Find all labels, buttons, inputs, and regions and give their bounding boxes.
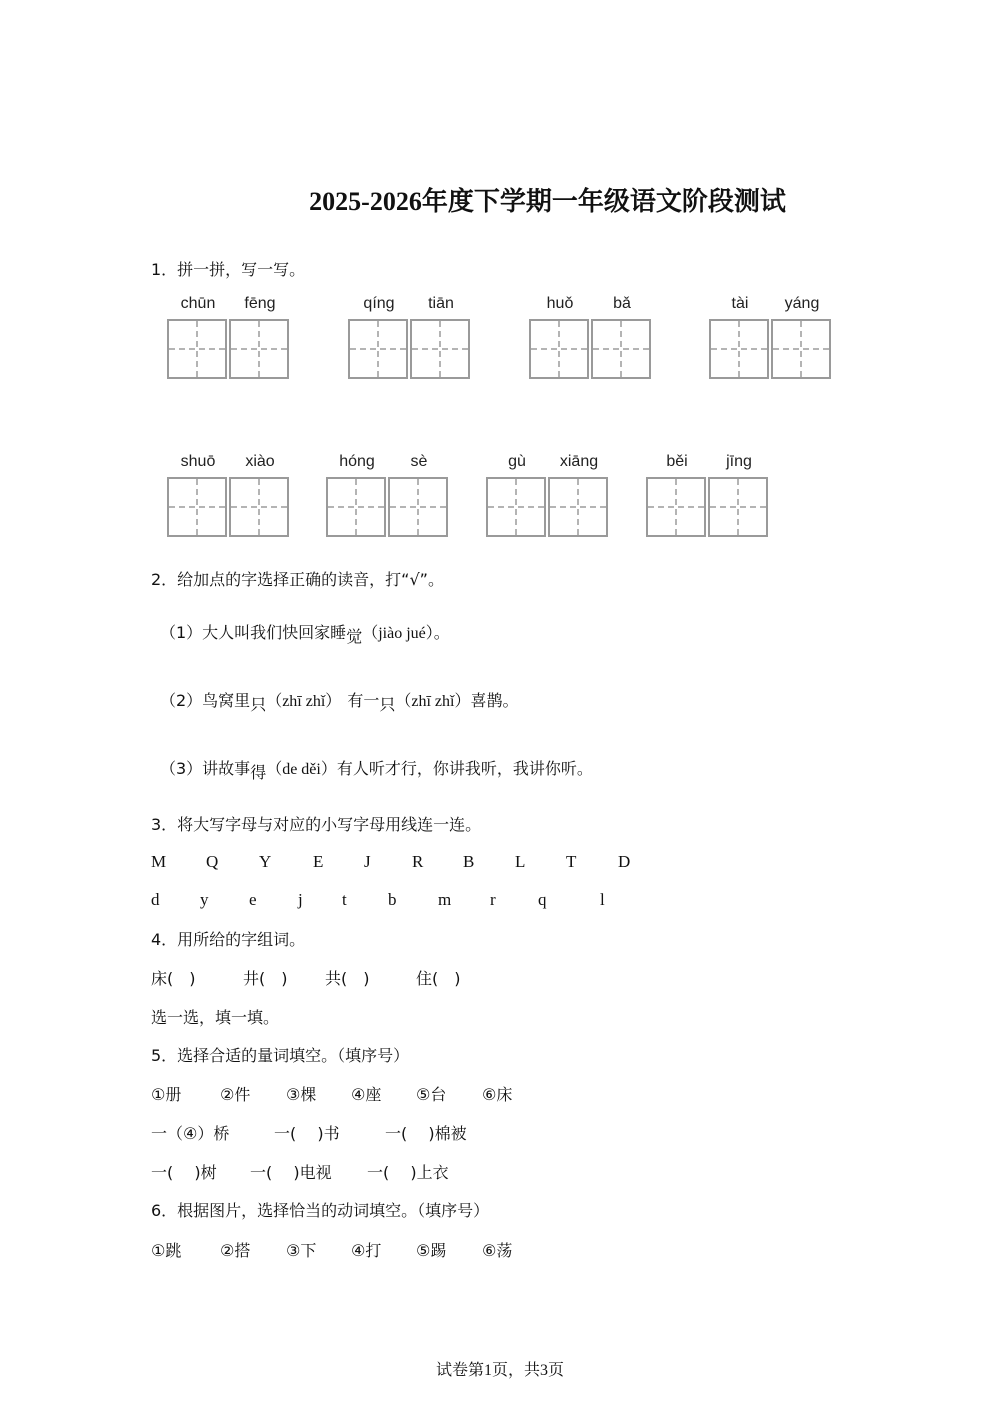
lowercase-letter[interactable]: q: [538, 890, 547, 909]
pinyin-label: chūn: [180, 295, 216, 312]
lowercase-letter[interactable]: m: [438, 890, 452, 909]
lowercase-letter[interactable]: t: [342, 890, 347, 909]
uppercase-letter[interactable]: Y: [259, 852, 272, 871]
pinyin-label: shuō: [180, 453, 216, 470]
q2-item-1-options: （jiào jué）: [362, 625, 434, 642]
writing-box[interactable]: [167, 319, 227, 379]
writing-box[interactable]: [388, 477, 448, 537]
writing-box[interactable]: [591, 319, 651, 379]
q2-item-3-options: （de děi）: [266, 761, 337, 778]
page-title: 2025-2026年度下学期一年级语文阶段测试: [309, 187, 786, 216]
q6-option: ⑤踢: [416, 1241, 447, 1260]
q5-prompt: 5．选择合适的量词填空。（填序号）: [151, 1046, 410, 1065]
pinyin-label: jīng: [726, 453, 752, 470]
pinyin-label: běi: [666, 453, 688, 470]
writing-box[interactable]: [229, 477, 289, 537]
writing-box[interactable]: [348, 319, 408, 379]
section-note: 选一选，填一填。: [151, 1008, 280, 1027]
uppercase-letter[interactable]: L: [515, 852, 526, 871]
q2-item-3-dotted-char: 得: [250, 763, 267, 782]
q4-item: 共( ): [325, 969, 370, 988]
q2-item-1-dotted-char: 觉: [346, 627, 363, 646]
writing-box[interactable]: [771, 319, 831, 379]
uppercase-letter[interactable]: M: [151, 852, 167, 871]
q6-prompt: 6．根据图片，选择恰当的动词填空。（填序号）: [151, 1201, 490, 1220]
q4-item: 住( ): [416, 969, 461, 988]
writing-box[interactable]: [548, 477, 608, 537]
pinyin-label: tiān: [428, 295, 454, 312]
q5-option: ①册: [151, 1085, 182, 1104]
q2-prompt: 2．给加点的字选择正确的读音，打“√”。: [151, 570, 444, 589]
uppercase-letter[interactable]: Q: [206, 852, 219, 871]
q4-item: 床( ): [151, 969, 196, 988]
q5-blank: 一( )树: [151, 1163, 217, 1182]
q2-item-3: [160, 758, 593, 781]
q4-prompt: 4．用所给的字组词。: [151, 930, 306, 949]
q5-option: ⑥床: [482, 1085, 513, 1104]
q5-blank: 一( )电视: [250, 1163, 332, 1182]
lowercase-letter[interactable]: d: [151, 890, 160, 909]
q2-item-2-dotted-char: 只: [250, 695, 267, 714]
pinyin-label: hóng: [339, 453, 375, 470]
q2-item-3-text: （3）讲故事: [160, 759, 251, 778]
q1-prompt: 1．拼一拼，写一写。: [151, 260, 306, 279]
pinyin-label: gù: [508, 453, 526, 470]
writing-box[interactable]: [646, 477, 706, 537]
q2-item-2: [160, 690, 518, 713]
uppercase-letter[interactable]: J: [364, 852, 371, 871]
writing-box[interactable]: [229, 319, 289, 379]
writing-box[interactable]: [167, 477, 227, 537]
lowercase-letter[interactable]: y: [200, 890, 209, 909]
writing-box[interactable]: [326, 477, 386, 537]
pinyin-label: xiào: [245, 453, 275, 470]
q2-item-2-options-2: （zhī zhǐ）: [395, 693, 471, 710]
q5-blank: 一（④）桥: [151, 1124, 230, 1143]
lowercase-letter[interactable]: r: [490, 890, 496, 909]
uppercase-letter[interactable]: E: [313, 852, 324, 871]
pinyin-label: huǒ: [546, 295, 574, 312]
q6-option: ③下: [286, 1241, 317, 1260]
q2-item-2-text: （2）鸟窝里: [160, 691, 251, 710]
pinyin-label: yáng: [784, 295, 820, 312]
q2-item-1-text: （1）大人叫我们快回家睡: [160, 623, 347, 642]
q5-option: ③棵: [286, 1085, 317, 1104]
page-footer: 试卷第1页，共3页: [435, 1362, 564, 1379]
uppercase-letter[interactable]: R: [412, 852, 424, 871]
q5-blank: 一( )上衣: [367, 1163, 449, 1182]
pinyin-label: bǎ: [613, 295, 631, 312]
q6-option: ①跳: [151, 1241, 182, 1260]
writing-box[interactable]: [486, 477, 546, 537]
q2-item-2-end: 喜鹊。: [470, 691, 519, 710]
q6-option: ⑥荡: [482, 1241, 513, 1260]
q2-item-2-dotted-char-2: 只: [379, 695, 396, 714]
q2-item-1-end: 。: [433, 623, 450, 642]
lowercase-letter[interactable]: j: [298, 890, 303, 909]
q2-item-2-options: （zhī zhǐ）: [266, 693, 342, 710]
q6-option: ④打: [351, 1241, 382, 1260]
writing-box[interactable]: [708, 477, 768, 537]
writing-box[interactable]: [529, 319, 589, 379]
pinyin-label: sè: [410, 453, 428, 470]
pinyin-label: xiāng: [559, 453, 599, 470]
pinyin-label: tài: [731, 295, 749, 312]
q5-blank: 一( )书: [274, 1124, 340, 1143]
q5-option: ②件: [220, 1085, 251, 1104]
lowercase-letter[interactable]: b: [388, 890, 397, 909]
uppercase-letter[interactable]: T: [566, 852, 577, 871]
q3-prompt: 3．将大写字母与对应的小写字母用线连一连。: [151, 815, 482, 834]
pinyin-label: fēng: [244, 295, 276, 312]
uppercase-letter[interactable]: D: [618, 852, 631, 871]
q2-item-2-mid: 有一: [347, 691, 380, 710]
q5-option: ④座: [351, 1085, 382, 1104]
uppercase-letter[interactable]: B: [463, 852, 475, 871]
q5-option: ⑤台: [416, 1085, 447, 1104]
pinyin-label: qíng: [363, 295, 395, 312]
q6-option: ②搭: [220, 1241, 251, 1260]
lowercase-letter[interactable]: l: [600, 890, 605, 909]
q2-item-3-end: 有人听才行，你讲我听，我讲你听。: [336, 759, 593, 778]
q5-blank: 一( )棉被: [385, 1124, 467, 1143]
writing-box[interactable]: [410, 319, 470, 379]
q2-item-1: [160, 622, 450, 645]
lowercase-letter[interactable]: e: [249, 890, 257, 909]
q4-item: 井( ): [243, 969, 288, 988]
writing-box[interactable]: [709, 319, 769, 379]
